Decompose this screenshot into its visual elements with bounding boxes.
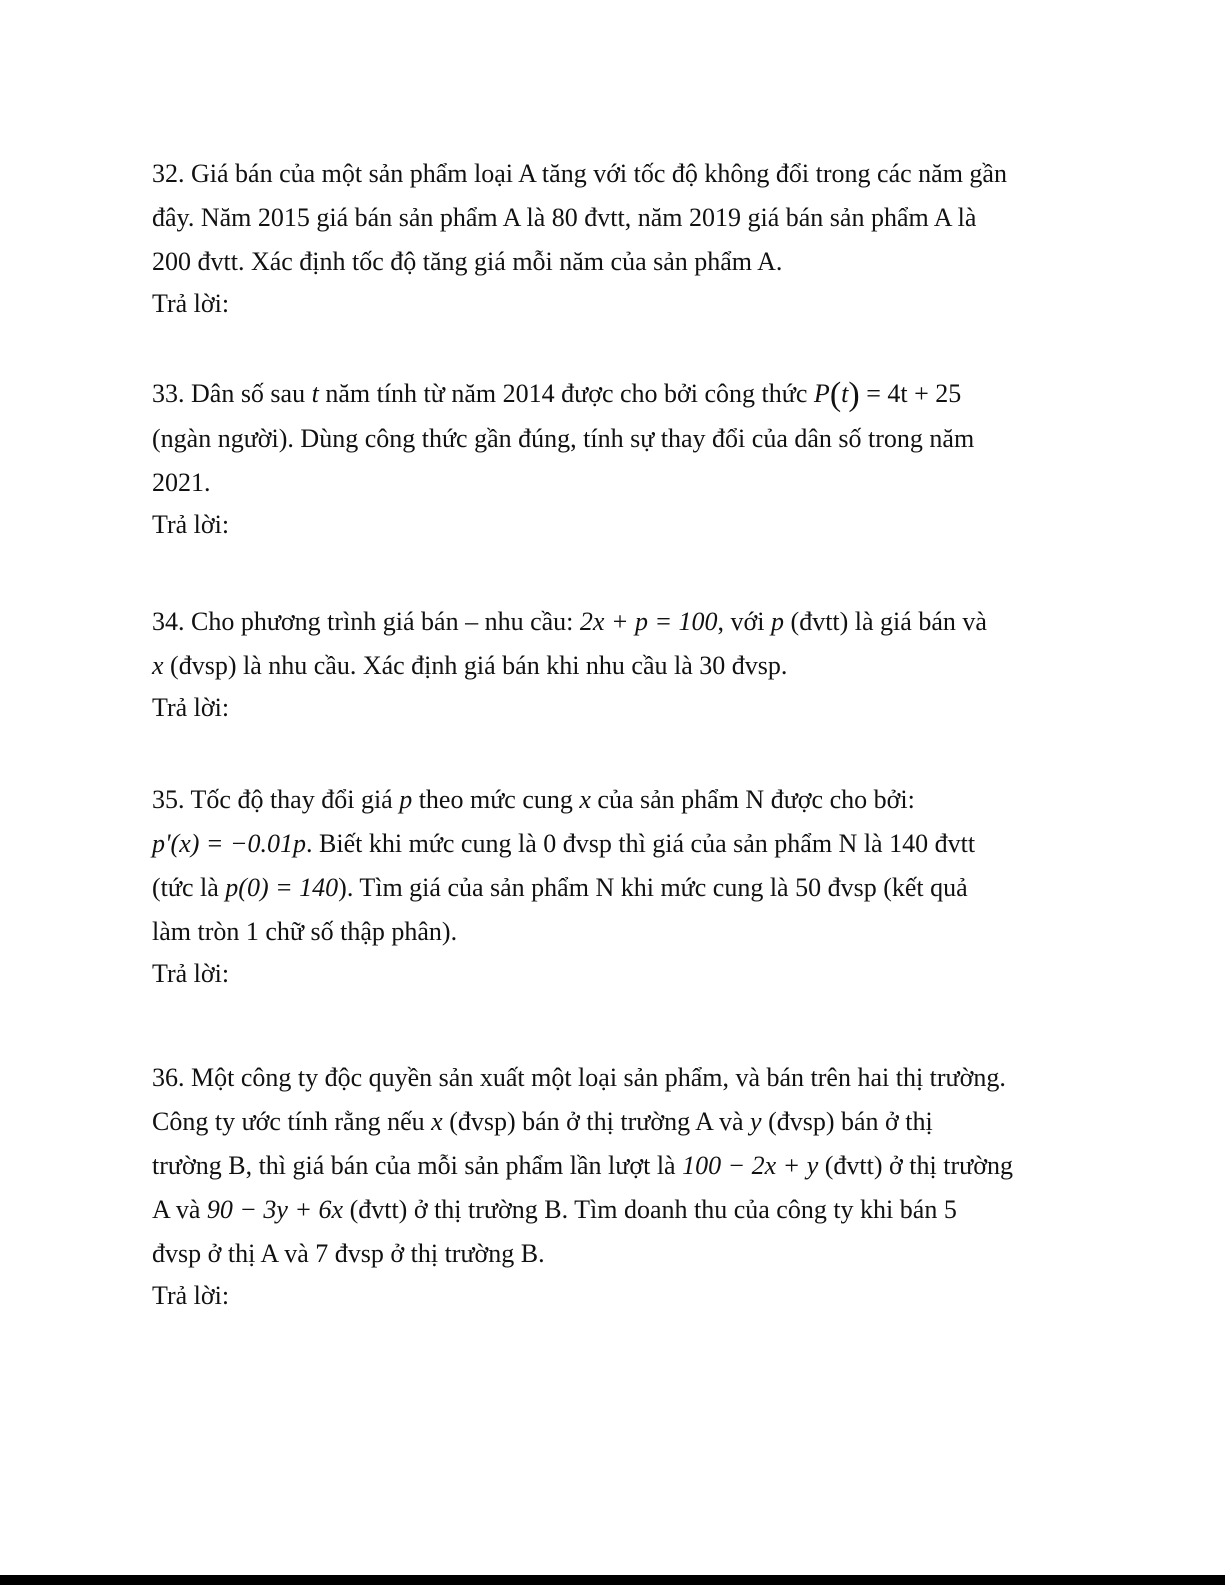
problem-text-line: đvsp ở thị A và 7 đvsp ở thị trường B. xyxy=(152,1239,545,1268)
answer-label: Trả lời: xyxy=(152,289,230,318)
formula: P(t) = 4t + 25 xyxy=(813,376,962,413)
text: 35. Tốc độ thay đổi giá xyxy=(152,785,400,814)
problem-text-line: (ngàn người). Dùng công thức gần đúng, tính sự thay đổi của dân số trong năm xyxy=(152,424,975,453)
text: 33. Dân số sau xyxy=(152,379,312,408)
math-variable: x xyxy=(579,785,591,814)
answer-label: Trả lời: xyxy=(152,510,230,539)
problem-text-line xyxy=(152,1100,1062,1144)
text: (đvsp) bán ở thị xyxy=(761,1107,933,1136)
problem-text-line xyxy=(152,1144,1062,1188)
math-variable: x xyxy=(431,1107,443,1136)
problem-text-line: đây. Năm 2015 giá bán sản phẩm A là 80 đvtt, năm 2019 giá bán sản phẩm A là xyxy=(152,203,977,232)
math-variable: p xyxy=(771,607,785,636)
math-variable: y xyxy=(750,1107,762,1136)
problem-text-line xyxy=(152,600,1062,644)
math-expression: p'(x) = −0.01p xyxy=(152,829,307,858)
problem-text-line xyxy=(152,372,1062,417)
problem-36 xyxy=(152,1056,1062,1316)
problem-text-line: 2021. xyxy=(152,468,211,497)
math-expression: p(0) = 140 xyxy=(225,873,339,902)
text: năm tính từ năm 2014 được cho bởi công thức xyxy=(318,379,814,408)
problem-text-line xyxy=(152,644,1062,688)
problem-text-line xyxy=(152,778,1062,822)
answer-label: Trả lời: xyxy=(152,693,230,722)
math-expression: = 4t + 25 xyxy=(859,379,962,408)
text: (tức là xyxy=(152,873,226,902)
problem-35 xyxy=(152,778,1062,994)
problem-text-line: 32. Giá bán của một sản phẩm loại A tăng với tốc độ không đổi trong các năm gần xyxy=(152,159,1007,188)
text: (đvsp) bán ở thị trường A và xyxy=(442,1107,751,1136)
problem-33 xyxy=(152,372,1062,545)
math-variable: p xyxy=(399,785,413,814)
answer-label: Trả lời: xyxy=(152,1281,230,1310)
text: trường B, thì giá bán của mỗi sản phẩm lần lượt là xyxy=(152,1151,683,1180)
text: (đvtt) ở thị trường xyxy=(818,1151,1013,1180)
text: A và xyxy=(152,1195,207,1224)
text: (đvtt) ở thị trường B. Tìm doanh thu của công ty khi bán 5 xyxy=(343,1195,957,1224)
math-expression: 100 − 2x + y xyxy=(682,1151,819,1180)
problem-32 xyxy=(152,152,1062,324)
math-variable: t xyxy=(841,379,849,408)
problem-34 xyxy=(152,600,1062,728)
problem-text-line: làm tròn 1 chữ số thập phân). xyxy=(152,917,458,946)
answer-label: Trả lời: xyxy=(152,959,230,988)
text: , với xyxy=(717,607,772,636)
problem-text-line xyxy=(152,822,1062,866)
text: (đvtt) là giá bán và xyxy=(784,607,987,636)
text: (đvsp) là nhu cầu. Xác định giá bán khi nhu cầu là 30 đvsp. xyxy=(163,651,788,680)
problem-text-line xyxy=(152,866,1062,910)
problem-text-line xyxy=(152,1188,1062,1232)
text: . Biết khi mức cung là 0 đvsp thì giá của sản phẩm N là 140 đvtt xyxy=(306,829,976,858)
text: của sản phẩm N được cho bởi: xyxy=(590,785,915,814)
problem-text-line: 36. Một công ty độc quyền sản xuất một loại sản phẩm, và bán trên hai thị trường. xyxy=(152,1063,1006,1092)
math-variable: x xyxy=(152,651,164,680)
text: Công ty ước tính rằng nếu xyxy=(152,1107,432,1136)
problem-text-line: 200 đvtt. Xác định tốc độ tăng giá mỗi năm của sản phẩm A. xyxy=(152,247,783,276)
math-variable: t xyxy=(311,379,319,408)
math-expression: 2x + p = 100 xyxy=(579,607,718,636)
text: ). Tìm giá của sản phẩm N khi mức cung là 50 đvsp (kết quả xyxy=(338,873,968,902)
page-bottom-border xyxy=(0,1575,1225,1585)
math-variable: P xyxy=(813,379,830,408)
text: theo mức cung xyxy=(412,785,580,814)
math-expression: 90 − 3y + 6x xyxy=(206,1195,344,1224)
text: 34. Cho phương trình giá bán – nhu cầu: xyxy=(152,607,580,636)
